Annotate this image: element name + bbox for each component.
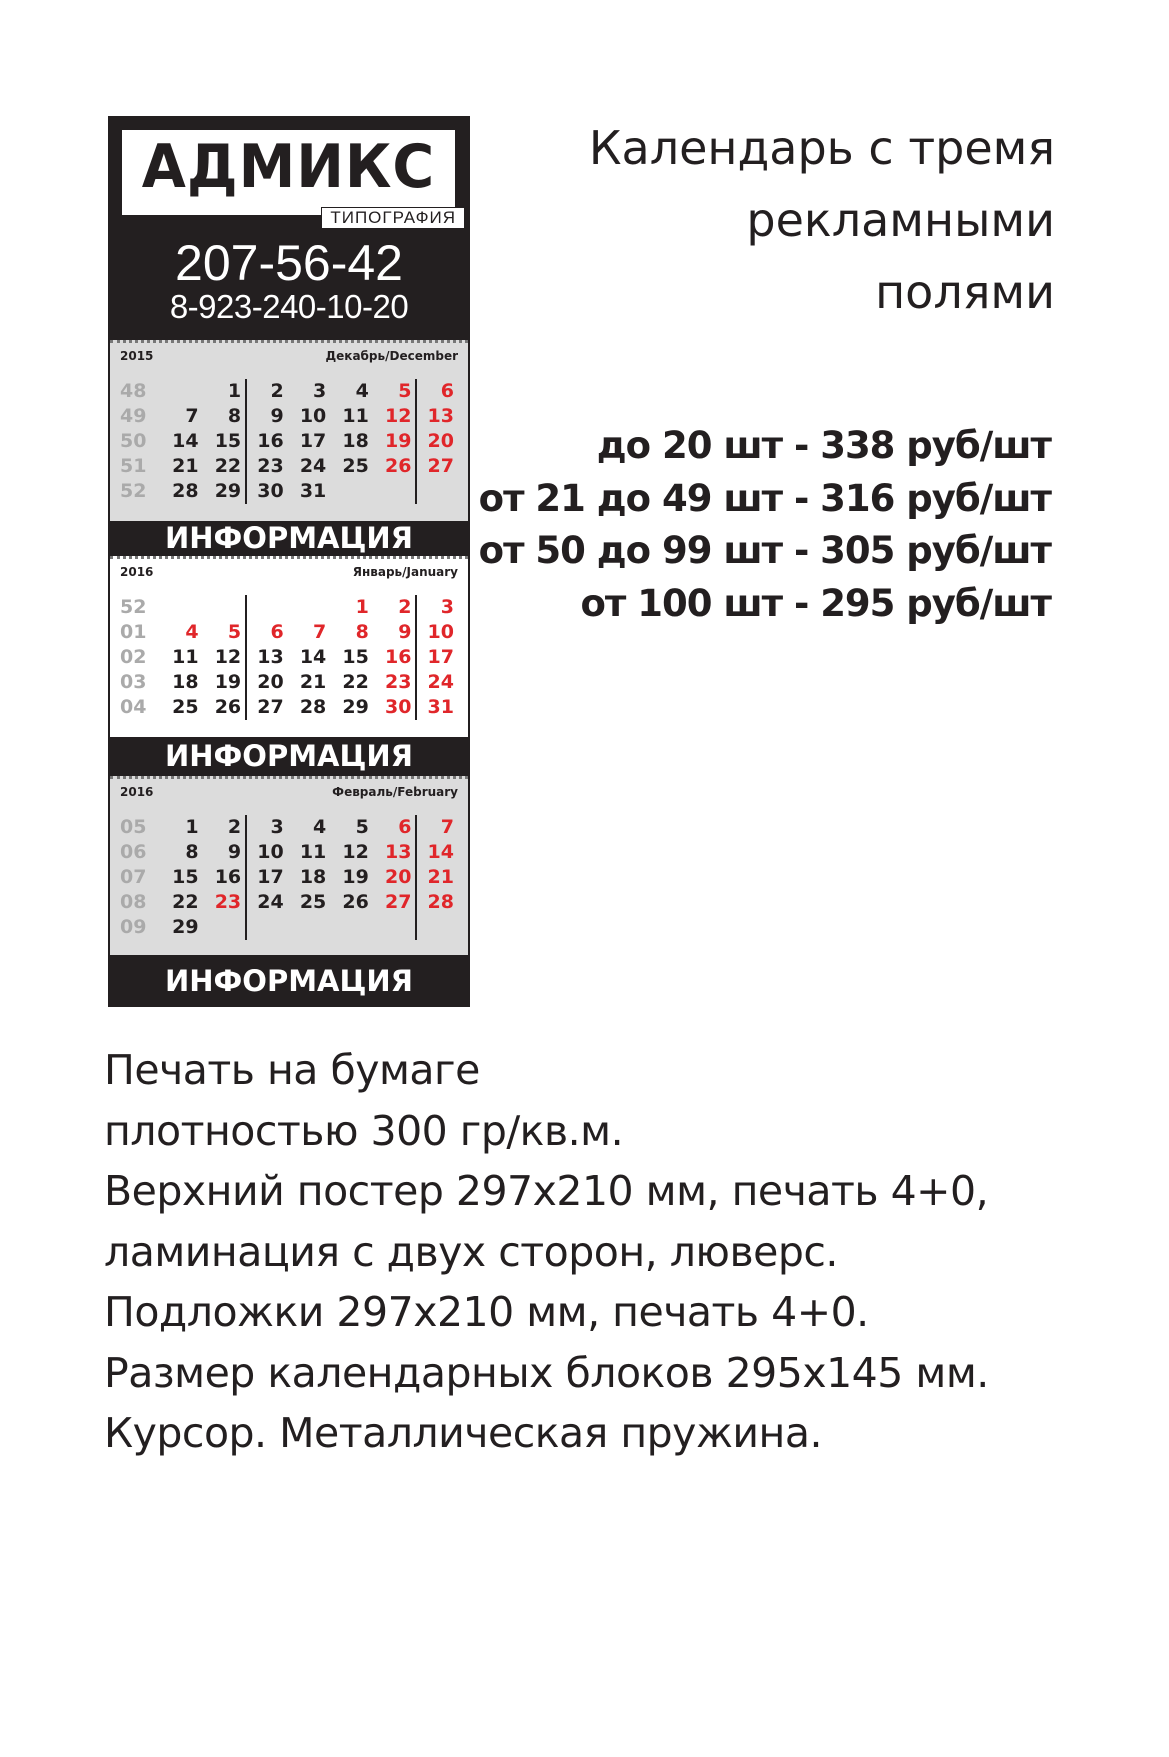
day-cell: 4 — [355, 380, 369, 402]
day-cell: 8 — [227, 405, 242, 427]
price-list — [479, 420, 1051, 630]
day-cell — [330, 479, 373, 504]
day-cell: 29 — [214, 480, 242, 502]
logo-text: АДМИКС — [141, 132, 436, 202]
day-cell: 26 — [342, 891, 369, 913]
week-number: 52 — [120, 596, 147, 618]
day-cell: 5 — [227, 621, 242, 643]
day-cell: 21 — [415, 865, 458, 890]
week-number: 05 — [120, 816, 147, 838]
day-cell: 13 — [384, 841, 412, 863]
title-line: Календарь с тремя — [588, 121, 1055, 175]
day-cell: 14 — [415, 840, 458, 865]
day-cell: 5 — [398, 380, 412, 402]
day-grid — [110, 815, 468, 940]
title-line: полями — [875, 265, 1055, 319]
day-cell: 6 — [398, 816, 412, 838]
week-number: 03 — [120, 671, 147, 693]
week-number: 49 — [120, 405, 147, 427]
day-cell: 12 — [214, 646, 242, 668]
day-cell: 22 — [172, 891, 199, 913]
day-cell: 11 — [342, 405, 369, 427]
day-cell: 11 — [299, 841, 327, 863]
week-number: 07 — [120, 866, 147, 888]
day-cell: 1 — [355, 596, 369, 618]
day-cell: 3 — [313, 380, 327, 402]
day-cell: 7 — [415, 815, 458, 840]
day-cell: 21 — [299, 671, 327, 693]
description-line: Размер календарных блоков 295х145 мм. — [104, 1348, 989, 1397]
info-band: ИНФОРМАЦИЯ — [164, 739, 413, 773]
day-cell: 7 — [185, 405, 199, 427]
price-item: от 21 до 49 шт - 316 руб/шт — [478, 476, 1051, 520]
day-cell: 24 — [415, 670, 458, 695]
day-cell — [330, 915, 373, 940]
day-cell — [245, 595, 288, 620]
month-block — [110, 776, 468, 955]
day-cell — [203, 915, 246, 940]
description-line: Курсор. Металлическая пружина. — [104, 1409, 822, 1457]
day-cell: 23 — [245, 454, 288, 479]
price-item: от 50 до 99 шт - 305 руб/шт — [478, 529, 1051, 572]
day-cell: 12 — [384, 405, 412, 427]
day-cell: 17 — [245, 865, 288, 890]
week-number: 02 — [120, 646, 147, 668]
day-cell: 28 — [415, 890, 458, 915]
day-cell — [415, 915, 458, 940]
day-cell: 13 — [415, 404, 458, 429]
month-year: 2016 — [120, 565, 154, 579]
month-name: Декабрь/December — [325, 349, 458, 363]
day-cell: 10 — [245, 840, 288, 865]
day-cell: 2 — [398, 596, 412, 618]
day-cell: 20 — [415, 429, 458, 454]
day-cell: 25 — [172, 696, 199, 718]
day-cell: 28 — [172, 480, 199, 502]
month-year: 2016 — [120, 785, 154, 799]
month-header — [110, 779, 468, 807]
day-cell: 24 — [299, 455, 327, 477]
day-cell: 18 — [172, 671, 199, 693]
day-cell: 13 — [245, 645, 288, 670]
day-cell: 15 — [214, 430, 242, 452]
day-cell: 22 — [214, 455, 242, 477]
page-title — [589, 112, 1055, 328]
day-cell: 18 — [299, 866, 327, 888]
logo — [122, 130, 456, 227]
day-cell — [160, 379, 203, 404]
day-cell: 2 — [227, 816, 242, 838]
day-cell: 7 — [313, 621, 327, 643]
day-cell: 27 — [415, 454, 458, 479]
month-year: 2015 — [120, 349, 154, 363]
calendar-image — [108, 116, 470, 1007]
logo-subtitle: ТИПОГРАФИЯ — [321, 207, 465, 229]
price-item: от 100 шт - 295 руб/шт — [580, 581, 1051, 625]
day-cell: 24 — [245, 890, 288, 915]
week-number: 51 — [120, 455, 147, 477]
day-cell: 5 — [355, 816, 369, 838]
day-cell: 8 — [355, 621, 369, 643]
description-line: Подложки 297х210 мм, печать 4+0. — [104, 1288, 869, 1336]
day-cell: 3 — [415, 595, 458, 620]
day-cell: 10 — [299, 405, 327, 427]
day-cell: 4 — [313, 816, 327, 838]
phone-main: 207-56-42 — [175, 235, 403, 291]
day-cell: 9 — [245, 404, 288, 429]
month-header — [110, 343, 468, 371]
day-cell: 16 — [245, 429, 288, 454]
week-number: 08 — [120, 891, 147, 913]
title-line: рекламными — [746, 193, 1055, 247]
day-cell — [203, 595, 246, 620]
day-cell: 15 — [172, 866, 199, 888]
week-number: 48 — [120, 380, 147, 402]
day-cell — [288, 915, 331, 940]
day-cell: 29 — [342, 696, 369, 718]
day-cell: 23 — [214, 891, 242, 913]
day-cell: 14 — [172, 430, 199, 452]
day-cell: 6 — [245, 620, 288, 645]
day-cell: 4 — [185, 621, 199, 643]
phone-mobile: 8-923-240-10-20 — [169, 288, 409, 325]
day-cell: 28 — [299, 696, 327, 718]
day-cell — [415, 479, 458, 504]
info-band: ИНФОРМАЦИЯ — [164, 964, 413, 998]
day-cell: 25 — [299, 891, 327, 913]
day-cell: 30 — [384, 696, 412, 718]
day-cell — [245, 915, 288, 940]
day-cell: 17 — [299, 430, 327, 452]
day-cell — [373, 479, 416, 504]
description-line: Печать на бумаге — [104, 1046, 480, 1094]
day-cell: 6 — [415, 379, 458, 404]
day-cell: 18 — [342, 430, 369, 452]
day-cell: 12 — [342, 841, 369, 863]
month-name: Февраль/February — [332, 785, 458, 799]
day-cell: 16 — [384, 646, 412, 668]
day-cell: 1 — [185, 816, 199, 838]
day-cell: 29 — [172, 916, 199, 938]
price-item: до 20 шт - 338 руб/шт — [596, 424, 1051, 467]
month-name: Январь/January — [352, 565, 458, 579]
day-cell: 2 — [245, 379, 288, 404]
description-line: плотностью 300 гр/кв.м. — [104, 1106, 624, 1155]
day-cell: 10 — [415, 620, 458, 645]
info-band: ИНФОРМАЦИЯ — [164, 521, 413, 555]
month-block — [110, 340, 468, 521]
day-cell: 14 — [299, 646, 327, 668]
day-cell: 27 — [384, 891, 412, 913]
week-number: 50 — [120, 430, 147, 452]
day-cell: 22 — [342, 671, 369, 693]
description — [104, 1040, 989, 1464]
month-header — [110, 559, 468, 587]
day-cell: 20 — [245, 670, 288, 695]
day-cell: 19 — [342, 866, 369, 888]
week-number: 52 — [120, 480, 147, 502]
day-cell: 1 — [227, 380, 242, 402]
day-cell: 26 — [384, 455, 412, 477]
day-cell: 23 — [384, 671, 412, 693]
day-cell: 19 — [384, 430, 412, 452]
week-number: 09 — [120, 916, 147, 938]
day-cell — [288, 595, 331, 620]
week-number: 04 — [120, 696, 147, 718]
week-number: 01 — [120, 621, 147, 643]
day-cell: 31 — [415, 695, 458, 720]
day-cell: 3 — [245, 815, 288, 840]
day-cell: 27 — [245, 695, 288, 720]
day-cell: 19 — [214, 671, 242, 693]
week-number: 06 — [120, 841, 147, 863]
description-line: ламинация с двух сторон, люверс. — [104, 1227, 838, 1276]
day-cell: 11 — [172, 646, 199, 668]
description-line: Верхний постер 297х210 мм, печать 4+0, — [104, 1167, 989, 1215]
day-cell: 21 — [172, 455, 199, 477]
day-grid — [110, 379, 468, 504]
day-cell: 20 — [384, 866, 412, 888]
day-cell: 8 — [185, 841, 199, 863]
day-cell — [373, 915, 416, 940]
day-cell: 16 — [214, 866, 242, 888]
day-cell: 26 — [214, 696, 242, 718]
day-cell: 17 — [415, 645, 458, 670]
month-block — [110, 556, 468, 737]
day-cell: 9 — [227, 841, 242, 863]
day-cell: 15 — [342, 646, 369, 668]
day-cell: 31 — [299, 480, 327, 502]
day-cell: 9 — [398, 621, 412, 643]
day-grid — [110, 595, 468, 720]
day-cell — [160, 595, 203, 620]
day-cell: 30 — [245, 479, 288, 504]
day-cell: 25 — [342, 455, 369, 477]
